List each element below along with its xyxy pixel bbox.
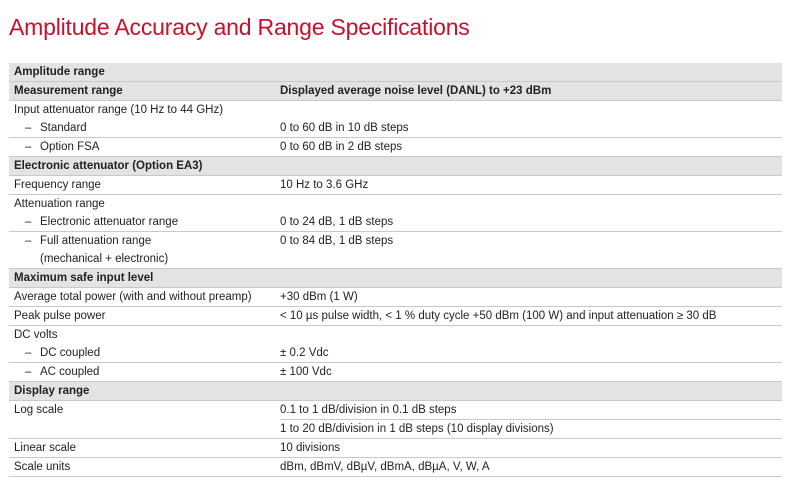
- row-label: – Full attenuation range (mechanical + electronic): [9, 232, 277, 268]
- row-ac-coupled: [9, 363, 782, 382]
- dash-glyph: –: [25, 141, 32, 153]
- row-value: 10 divisions: [280, 442, 341, 454]
- row-frequency-range: [9, 176, 782, 195]
- row-label: Scale units: [14, 461, 71, 473]
- row-label: Log scale: [14, 404, 64, 416]
- row-dc-coupled: [9, 344, 782, 363]
- section-heading: Amplitude range: [14, 66, 105, 78]
- section-header-display-range: [9, 382, 782, 401]
- row-value: 0 to 24 dB, 1 dB steps: [280, 216, 394, 228]
- dash-glyph: –: [25, 235, 32, 247]
- row-label: Input attenuator range (10 Hz to 44 GHz): [14, 104, 224, 116]
- section-header-max-safe-input: [9, 269, 782, 288]
- row-label: Frequency range: [14, 179, 101, 191]
- row-value: 0 to 60 dB in 2 dB steps: [280, 141, 403, 153]
- row-measurement-range: [9, 82, 782, 101]
- dash-glyph: –: [25, 347, 32, 359]
- spec-table: [9, 63, 782, 477]
- row-scale-units: [9, 458, 782, 477]
- row-value: 0 to 60 dB in 10 dB steps: [280, 122, 409, 134]
- dash-glyph: –: [25, 216, 32, 228]
- section-heading: Maximum safe input level: [14, 272, 154, 284]
- row-value: < 10 µs pulse width, < 1 % duty cycle +50 dBm (100 W) and input attenuation ≥ 30 dB: [280, 310, 717, 322]
- section-header-amplitude-range: [9, 63, 782, 82]
- row-label: Measurement range: [14, 85, 123, 97]
- row-label: DC volts: [14, 329, 58, 341]
- row-label: Attenuation range: [14, 198, 105, 210]
- row-value: Displayed average noise level (DANL) to +23 dBm: [280, 85, 552, 97]
- section-heading: Electronic attenuator (Option EA3): [14, 160, 203, 172]
- row-full-attenuation-range: [9, 232, 782, 269]
- row-value: 1 to 20 dB/division in 1 dB steps (10 display divisions): [280, 419, 782, 438]
- row-value: 10 Hz to 3.6 GHz: [280, 179, 369, 191]
- row-log-scale: [9, 401, 782, 439]
- row-label: – AC coupled: [9, 363, 277, 381]
- row-dc-volts: [9, 326, 782, 344]
- row-average-total-power: [9, 288, 782, 307]
- row-value: ± 0.2 Vdc: [280, 347, 329, 359]
- row-label: Linear scale: [14, 442, 77, 454]
- row-value: 0 to 84 dB, 1 dB steps: [280, 235, 394, 247]
- row-input-attenuator-range: [9, 101, 782, 119]
- row-label: – Electronic attenuator range: [9, 213, 277, 231]
- row-value: +30 dBm (1 W): [280, 291, 358, 303]
- row-label: Average total power (with and without preamp): [14, 291, 252, 303]
- dash-glyph: –: [25, 366, 32, 378]
- row-value: dBm, dBmV, dBµV, dBmA, dBµA, V, W, A: [280, 461, 490, 473]
- dash-glyph: –: [25, 122, 32, 134]
- row-label: – Option FSA: [9, 138, 277, 156]
- section-header-electronic-attenuator: [9, 157, 782, 176]
- row-standard: [9, 119, 782, 138]
- row-label: – DC coupled: [9, 344, 277, 362]
- page-title: Amplitude Accuracy and Range Specifications: [9, 14, 470, 40]
- row-option-fsa: [9, 138, 782, 157]
- row-linear-scale: [9, 439, 782, 458]
- row-label: Peak pulse power: [14, 310, 106, 322]
- row-label: – Standard: [9, 119, 277, 137]
- section-heading: Display range: [14, 385, 90, 397]
- row-electronic-attenuator-range: [9, 213, 782, 232]
- row-value: 0.1 to 1 dB/division in 0.1 dB steps: [280, 404, 457, 416]
- row-value: ± 100 Vdc: [280, 366, 332, 378]
- row-attenuation-range: [9, 195, 782, 213]
- row-peak-pulse-power: [9, 307, 782, 326]
